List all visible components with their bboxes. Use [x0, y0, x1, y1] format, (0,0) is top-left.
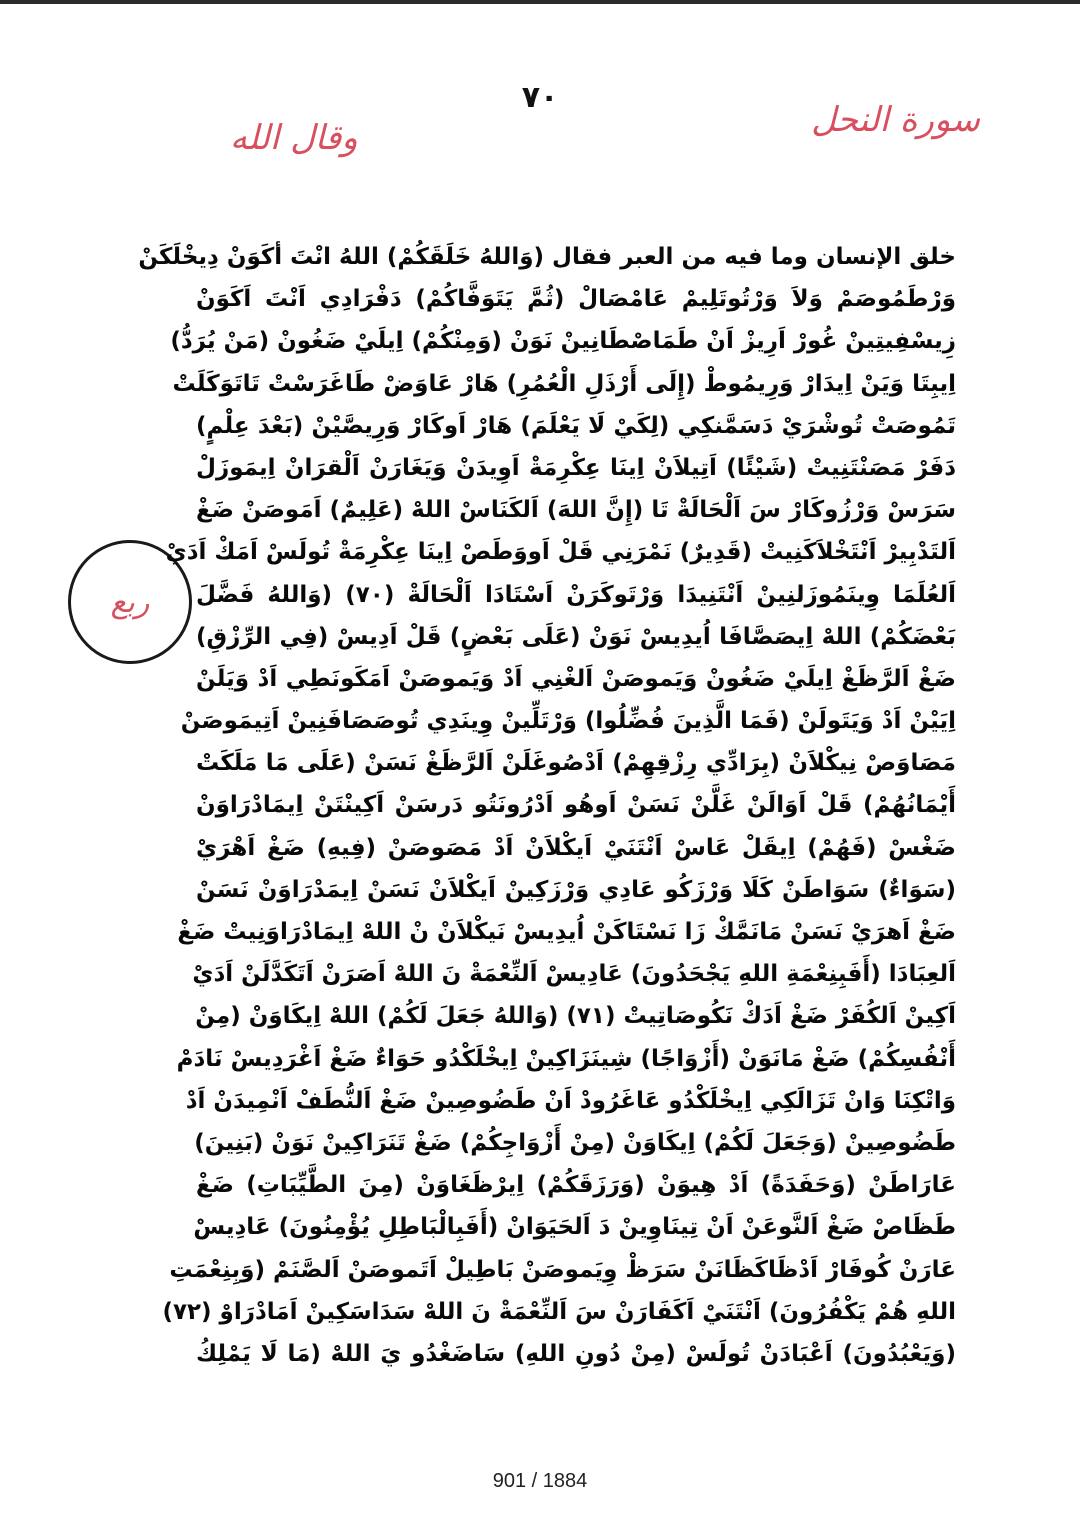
text-line: وَاتْكِنَا وَانْ تَزَالَكِي اِيخْلَكْدُو عَاغَرُودْ اَنْ طَضُوصِينْ ضَغْ اَلنُّطَفْ اَنْمِيدَنْ اَدْ — [185, 1087, 956, 1114]
text-line: ضَغْسْ (فَهُمْ) اِيقَلْ عَاسْ اَنْتَنَيْ اَيكْلاَنْ اَدْ مَصَوصَنْ (فِيهِ) ضَغْ اَهْرَيْ — [196, 834, 956, 861]
text-line: زِيسْفِيتِينْ غُورْ اَرِيزْ اَنْ طَمَاصْطَانِينْ نَوَنْ (وَمِنْكُمْ) اِيلَيْ ضَغُونْ (مَنْ يُرَدُّ) — [170, 328, 956, 355]
text-line: اللهِ هُمْ يَكْفُرُونَ) اَنْتَنَيْ اَكَفَارَنْ سَ اَلنِّعْمَةْ نَ اللهْ سَدَاسَكِينْ اَمَادْرَاوْ (٧٢) — [162, 1298, 956, 1325]
text-line: أَنْفُسِكُمْ) ضَغْ مَانَوَنْ (أَزْوَاجًا) شِينَزَاكِينْ اِيخْلَكْدُو حَوَاءٌ ضَغْ اَغْرَدِيسْ نَادَمْ — [176, 1045, 956, 1072]
text-line: بَعْضَكُمْ) اللهْ اِيصَصَّافَا اُيدِيسْ نَوَنْ (عَلَى بَعْضٍ) قَلْ اَدِيسْ (فِي الرِّزْقِ) — [196, 623, 956, 650]
text-line: ضَغْ اَلرَّظَغْ اِيلَيْ ضَغُونْ وَيَموصَنْ اَلغْنِي اَدْ وَيَموصَنْ اَمَكَونَطِي اَدْ وَيَلَنْ — [196, 665, 956, 692]
text-line: اِيَيْنْ اَدْ وَيَتَولَنْ (فَمَا الَّذِينَ فُضِّلُوا) وَرْتَلِّينْ وِينَدِي تُوصَصَافَنِينْ اَتِيمَوصَنْ — [180, 708, 956, 735]
text-line: خلق الإنسان وما فيه من العبر فقال (وَاللهُ خَلَقَكُمْ) اللهُ انْتَ أكَوَنْ دِيخْلَكَنْ — [138, 244, 956, 270]
page-counter: 901 / 1884 — [492, 1470, 588, 1492]
handwritten-rub-mark: ربع — [110, 584, 150, 620]
text-line: عَارَاطَنْ (وَحَفَدَةً) اَدْ هِيوَنْ (وَرَزَقَكُمْ) اِيرْظَغَاوَنْ (مِنَ الطَّيِّبَاتِ) ضَغْ — [196, 1172, 956, 1199]
handwritten-surah-title: سورة النحل — [811, 100, 980, 140]
body-text — [138, 236, 956, 1375]
page-number: ٧٠ — [521, 80, 559, 115]
text-line: اَلتَدْبِيرْ اَنْتَخْلاَكَنِيتْ (قَدِيرٌ) نَمْرَنِي قَلْ اَووَطَصْ اِينَا عِكْرِمَةْ تُولَسْ اَمَكْ اَدَيْ — [165, 539, 956, 566]
text-line: سَرَسْ وَرْزُوكَارْ سَ اَلْحَالَةْ تَا (إِنَّ اللهَ) اَلكَنَاسْ اللهْ (عَلِيمٌ) اَمَوصَنْ ضَغْ — [196, 497, 956, 524]
text-line: طَضُوصِينْ (وَجَعَلَ لَكُمْ) اِيكَاوَنْ (مِنْ أَزْوَاجِكُمْ) ضَغْ تَنَرَاكِينْ نَوَنْ (بَنِينَ) — [194, 1129, 956, 1156]
text-line: (سَوَاءٌ) سَوَاطَنْ كَلَا وَرْزَكُو عَادِي وَرْزَكِينْ اَيكْلاَنْ نَسَنْ اِيمَدْرَاوَنْ نَسَنْ — [196, 876, 956, 903]
text-line: اِيبِتَا وَيَنْ اِيدَارْ وَرِيمُوطْ (إِلَى أَرْذَلِ الْعُمُرِ) هَارْ عَاوَضْ طَاغَرَسْتْ تَاتَوَكَلَتْ — [172, 370, 956, 397]
text-line: دَفَرْ مَصَنْتَنِيتْ (شَيْئًا) اَتِيلاَنْ اِينَا عِكْرِمَةْ اَوِيدَنْ وَيَغَارَنْ اَلْقرَانْ اِيمَوزَلْ — [196, 454, 956, 481]
text-line: اَلعِبَادَا (أَفَبِنِعْمَةِ اللهِ يَجْحَدُونَ) عَادِيسْ اَلنِّعْمَةْ نَ اللهْ اَصَرَنْ اَتَكَدَّلَنْ اَدَيْ — [192, 961, 956, 988]
handwritten-note: وقال الله — [230, 118, 358, 158]
text-line: ضَغْ اَهرَيْ نَسَنْ مَانَمَّكْ زَا نَسْتَاكَنْ اُيدِيسْ نَيكْلاَنْ نْ اللهْ اِيمَادْرَاوَنِيتْ ضَغْ — [177, 919, 956, 945]
text-line: عَارَنْ كُوفَارْ اَدْظَاكَظَانَنْ سَرَظْ وِيَموصَنْ بَاطِيلْ اَتَموصَنْ اَلصَّنَمْ (وَبِنِعْمَتِ — [169, 1256, 956, 1283]
text-line: (وَيَعْبُدُونَ) اَعْبَادَنْ تُولَسْ (مِنْ دُونِ اللهِ) سَاضَغْدُو يَ اللهْ (مَا لَا يَمْلِكُ — [196, 1340, 956, 1367]
text-line: تَمُوصَتْ تُوشْرَيْ دَسَمَّنكِي (لِكَيْ لَا يَعْلَمَ) هَارْ اَوكَارْ وَرِيصَّيْنْ (بَعْدَ عِلْمٍ) — [196, 412, 956, 439]
top-edge-border — [0, 0, 1080, 4]
text-line: مَصَاوَصْ نِيكْلاَنْ (بِرَادِّي رِزْقِهِمْ) اَدْصُوغَلَنْ اَلرَّظَغْ نَسَنْ (عَلَى مَا مَلَكَتْ — [196, 750, 956, 777]
text-line: وَرْطَمُوصَمْ وَلاَ وَرْتُوتَلِيمْ عَامْصَالْ (ثُمَّ يَتَوَفَّاكُمْ) دَفْرَادِي اَنْتَ اَكَوَنْ — [196, 286, 956, 313]
text-line: طَظَاصْ ضَغْ اَلنَّوعَنْ اَنْ تِينَاوِينْ دَ اَلحَيَوَانْ (أَفَبِالْبَاطِلِ يُؤْمِنُونَ) عَادِيسْ — [193, 1214, 956, 1241]
text-line: أَيْمَانُهُمْ) قَلْ اَوَالَنْ غَلَّنْ نَسَنْ اَوهُو اَدْرُونَتُو دَرسَنْ اَكِينْتَنْ اِيمَادْرَاوَنْ — [196, 792, 956, 819]
text-line: اَلعُلَمَا وِينَمُوزَلنِينْ اَنْتَنِيدَا وَرْتَوكَرَنْ اَسْتَادَا اَلْحَالَةْ (٧٠) (وَاللهُ فَضَّلَ — [196, 581, 956, 608]
text-line: اَكِينْ اَلكُفَرْ ضَغْ اَدَكْ نَكُوصَاتِيتْ (٧١) (وَاللهُ جَعَلَ لَكُمْ) اللهْ اِيكَاوَنْ (مِنْ — [195, 1003, 956, 1030]
